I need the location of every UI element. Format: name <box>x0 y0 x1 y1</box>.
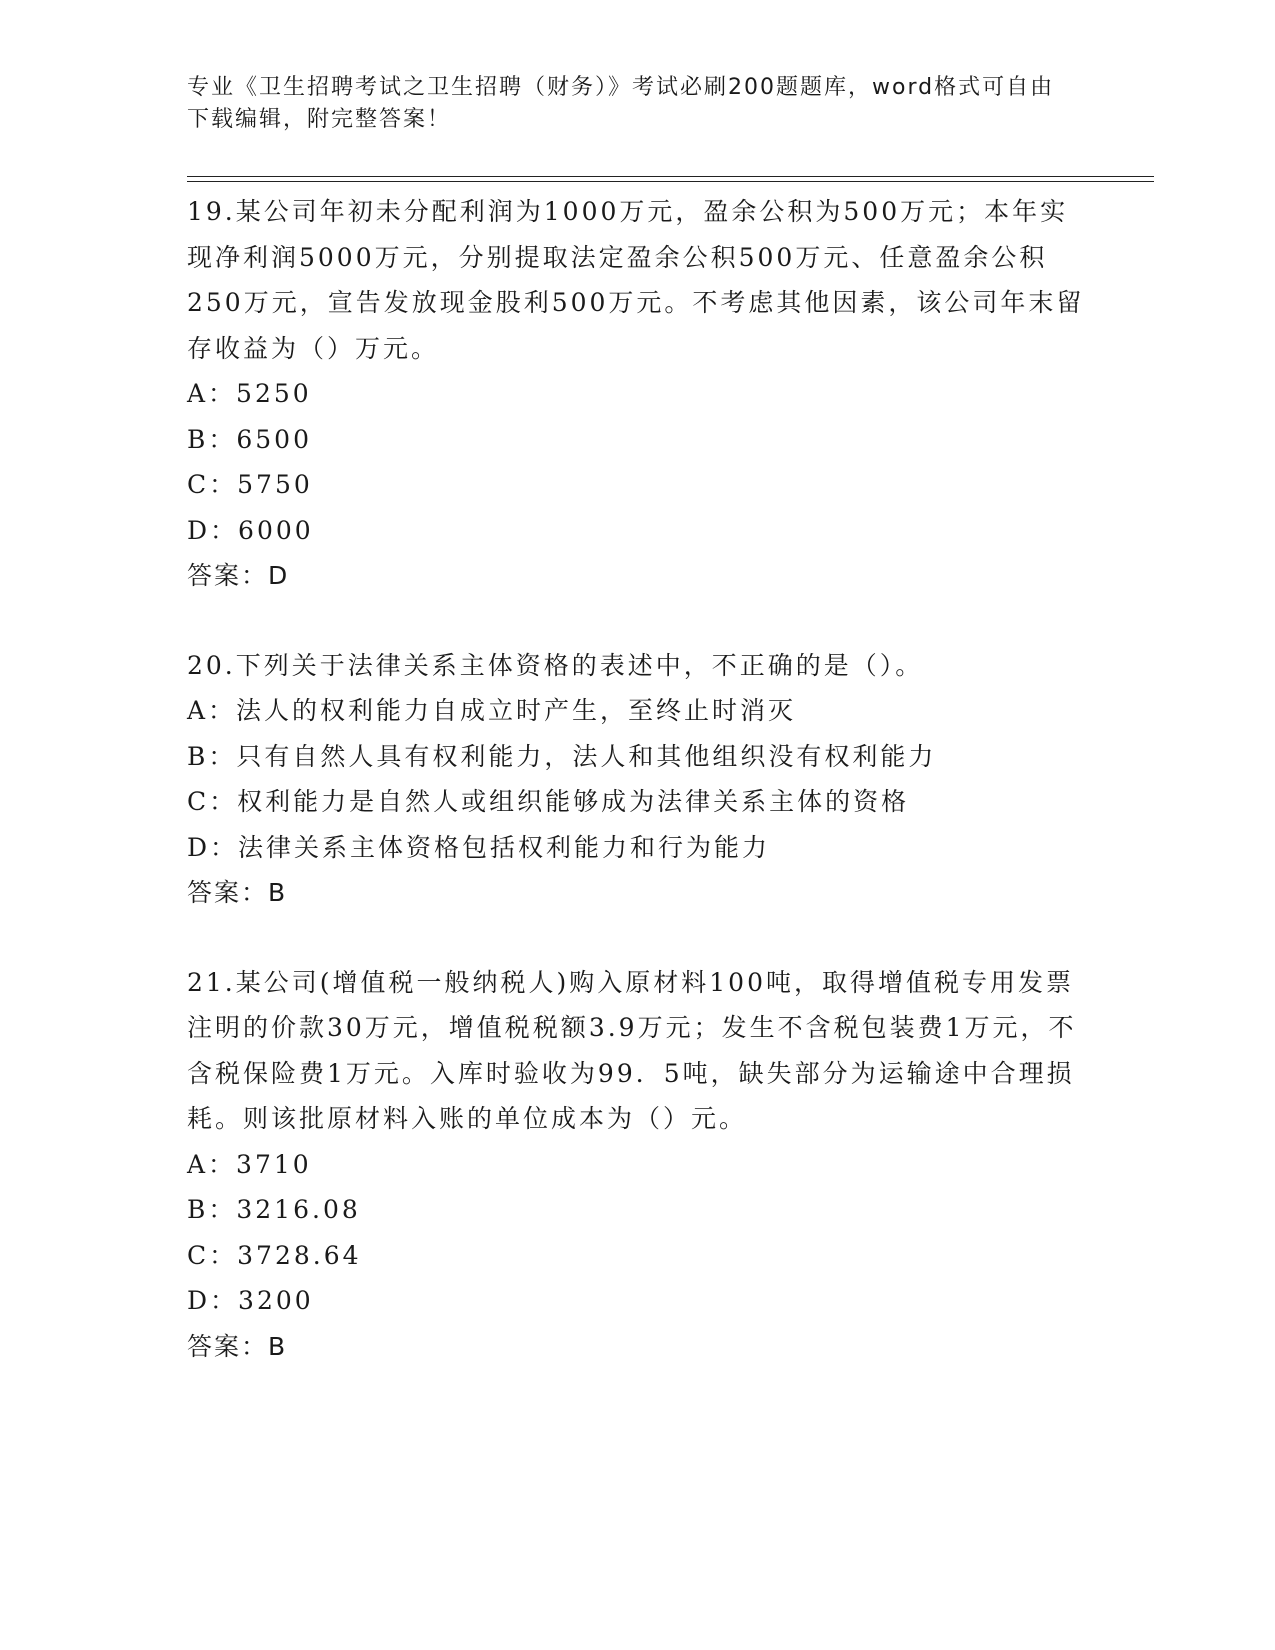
question-stem: 20.下列关于法律关系主体资格的表述中，不正确的是（）。 <box>187 650 924 680</box>
question-21 <box>187 960 1087 1370</box>
option-c: C：权利能力是自然人或组织能够成为法律关系主体的资格 <box>187 787 910 816</box>
answer-line: 答案：B <box>187 1331 288 1361</box>
option-d: D：法律关系主体资格包括权利能力和行为能力 <box>187 832 771 862</box>
question-19 <box>187 189 1087 599</box>
answer-line: 答案：D <box>187 561 290 590</box>
option-a: A：3710 <box>187 1149 312 1179</box>
question-20 <box>187 643 1087 916</box>
option-c: C：5750 <box>187 470 313 499</box>
answer-line: 答案：B <box>187 878 288 907</box>
option-b: B：6500 <box>187 424 312 454</box>
option-d: D：6000 <box>187 515 314 545</box>
option-a: A：5250 <box>187 379 312 408</box>
option-b: B：3216.08 <box>187 1195 361 1224</box>
option-b: B：只有自然人具有权利能力，法人和其他组织没有权利能力 <box>187 741 937 771</box>
option-c: C：3728.64 <box>187 1240 362 1270</box>
header-divider-top <box>187 176 1154 177</box>
question-stem: 19.某公司年初未分配利润为1000万元，盈余公积为500万元；本年实现净利润5000万元，分别提取法定盈余公积500万元、任意盈余公积250万元，宣告发放现金股利500万元。不考虑其他因素，该公司年末留存收益为（）万元。 <box>187 197 1085 363</box>
question-list <box>187 189 1087 1413</box>
document-header: 专业《卫生招聘考试之卫生招聘（财务）》考试必刷200题题库，word格式可自由下载编辑，附完整答案！ <box>187 75 1055 132</box>
option-d: D：3200 <box>187 1286 314 1315</box>
option-a: A：法人的权利能力自成立时产生，至终止时消灭 <box>187 696 797 725</box>
header-divider-bottom <box>187 181 1154 182</box>
question-stem: 21.某公司(增值税一般纳税人)购入原材料100吨，取得增值税专用发票注明的价款30万元，增值税税额3.9万元；发生不含税包装费1万元，不含税保险费1万元。入库时验收为99．5吨，缺失部分为运输途中合理损耗。则该批原材料入账的单位成本为（）元。 <box>187 967 1077 1133</box>
